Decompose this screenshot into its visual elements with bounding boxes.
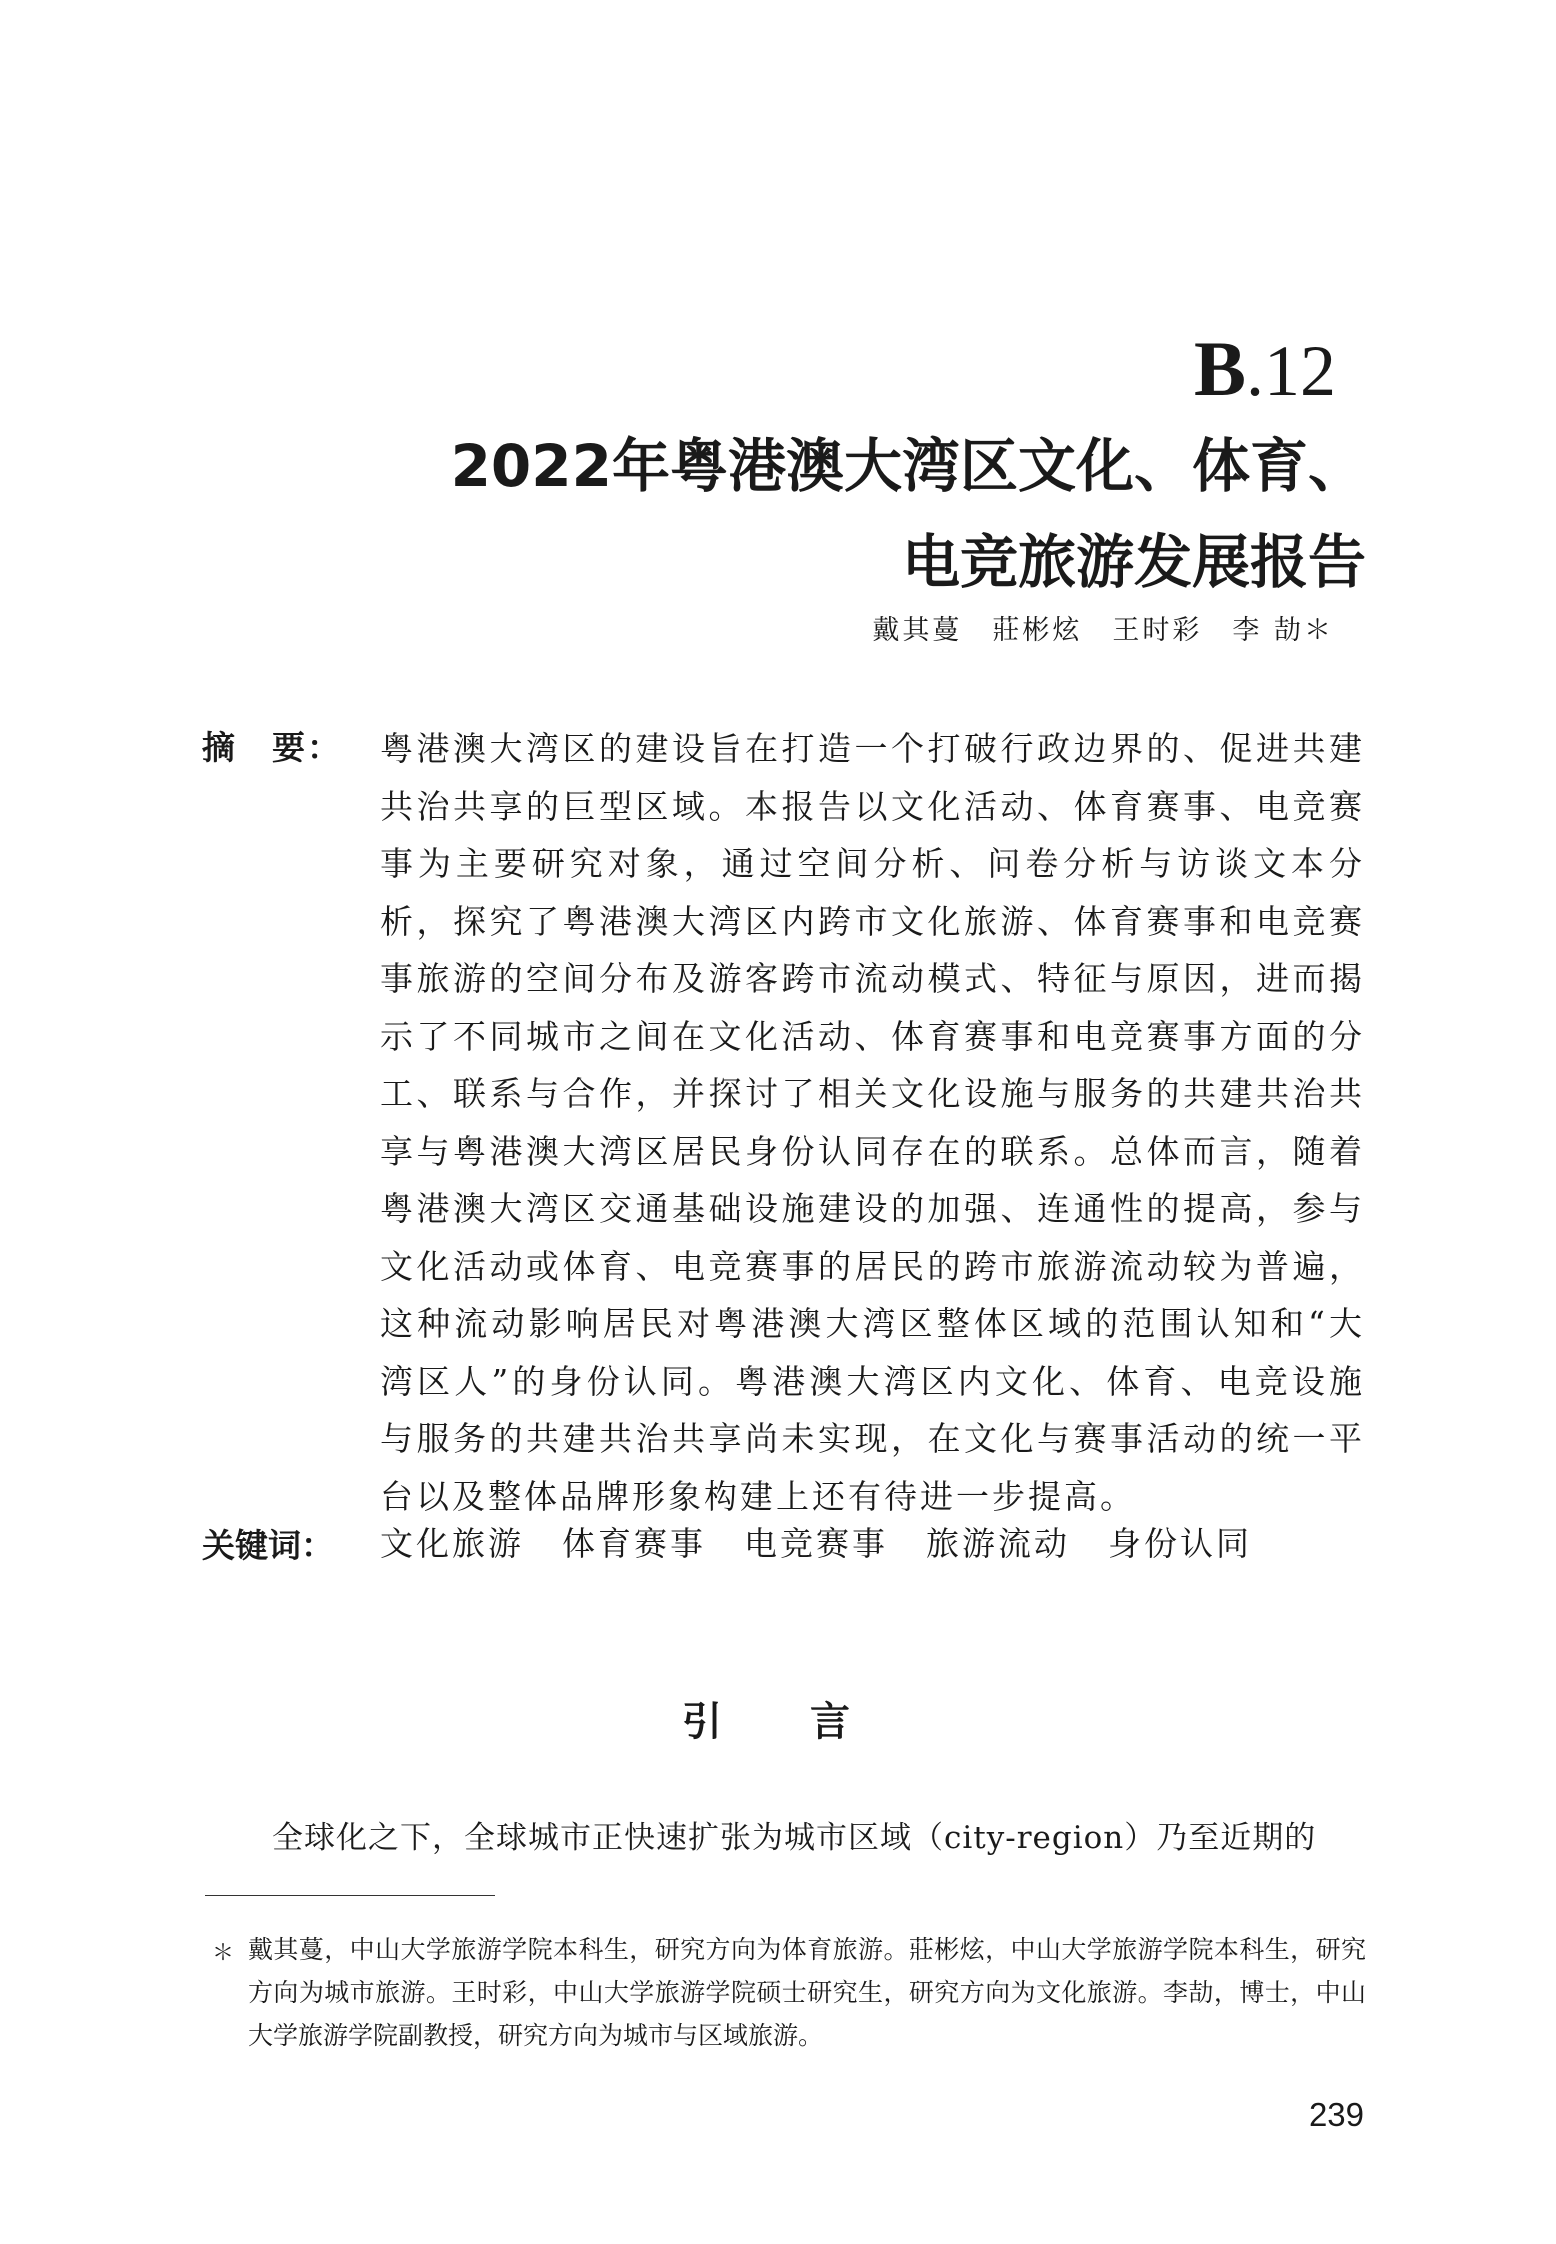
title-line-1: 2022年粤港澳大湾区文化、体育、 bbox=[450, 432, 1366, 500]
keyword: 文化旅游 bbox=[380, 1524, 524, 1563]
keyword: 身份认同 bbox=[1108, 1524, 1252, 1563]
page-number: 239 bbox=[1308, 2096, 1364, 2133]
authors: 戴其蔓 莊彬炫 王时彩 李 劼＊ bbox=[872, 615, 1334, 646]
section-heading: 引 言 bbox=[682, 1699, 874, 1745]
chapter-index: .12 bbox=[1246, 331, 1336, 411]
keywords-list bbox=[380, 1518, 1290, 1565]
footnote-marker: ＊ bbox=[212, 1941, 235, 1966]
keyword: 电竞赛事 bbox=[744, 1524, 888, 1563]
abstract-label: 摘 要： bbox=[202, 728, 342, 767]
keyword: 旅游流动 bbox=[926, 1524, 1070, 1563]
footnote bbox=[212, 1928, 1366, 2057]
title-line-2: 电竞旅游发展报告 bbox=[901, 528, 1366, 596]
chapter-letter: B bbox=[1193, 325, 1246, 412]
footnote-text: 戴其蔓，中山大学旅游学院本科生，研究方向为体育旅游。莊彬炫，中山大学旅游学院本科生，研究方向为城市旅游。王时彩，中山大学旅游学院硕士研究生，研究方向为文化旅游。李劼，博士，中山大学旅游学院副教授，研究方向为城市与区域旅游。 bbox=[248, 1935, 1366, 2050]
report-title bbox=[166, 418, 1366, 610]
chapter-number bbox=[1193, 325, 1336, 412]
intro-paragraph: 全球化之下，全球城市正快速扩张为城市区域（city-region）乃至近期的 bbox=[272, 1820, 1317, 1856]
abstract-text: 粤港澳大湾区的建设旨在打造一个打破行政边界的、促进共建共治共享的巨型区域。本报告以文化活动、体育赛事、电竞赛事为主要研究对象，通过空间分析、问卷分析与访谈文本分析，探究了粤港澳大湾区内跨市文化旅游、体育赛事和电竞赛事旅游的空间分布及游客跨市流动模式、特征与原因，进而揭示了不同城市之间在文化活动、体育赛事和电竞赛事方面的分工、联系与合作，并探讨了相关文化设施与服务的共建共治共享与粤港澳大湾区居民身份认同存在的联系。总体而言，随着粤港澳大湾区交通基础设施建设的加强、连通性的提高，参与文化活动或体育、电竞赛事的居民的跨市旅游流动较为普遍，这种流动影响居民对粤港澳大湾区整体区域的范围认知和“大湾区人”的身份认同。粤港澳大湾区内文化、体育、电竞设施与服务的共建共治共享尚未实现，在文化与赛事活动的统一平台以及整体品牌形象构建上还有待进一步提高。 bbox=[380, 729, 1365, 1516]
footnote-divider bbox=[205, 1895, 495, 1896]
keyword: 体育赛事 bbox=[562, 1524, 706, 1563]
keywords-label: 关键词： bbox=[202, 1526, 334, 1565]
